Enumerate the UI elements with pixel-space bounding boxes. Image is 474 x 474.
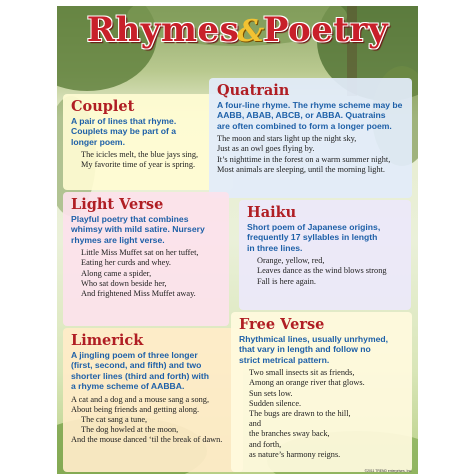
definition-line: longer poem. (71, 136, 125, 147)
free-verse-heading: Free Verse (239, 316, 325, 333)
definition-line: AABB, ABAB, ABCB, or ABBA. Quatrains (217, 110, 386, 121)
poem-line: The moon and stars light up the night sky, (217, 134, 357, 144)
poem-line: Sun sets low. (249, 388, 293, 398)
definition-line: frequently 17 syllables in length (247, 232, 378, 243)
definition-line: a rhyme scheme of AABBA. (71, 381, 185, 392)
quatrain-poem (217, 134, 406, 175)
quatrain-definition (217, 100, 406, 131)
haiku-heading: Haiku (247, 204, 297, 221)
quatrain-heading: Quatrain (217, 82, 290, 99)
copyright-notice: ©2011 TREND enterprises, Inc. (364, 469, 412, 473)
poem-line: Just as an owl goes flying by. (217, 144, 315, 154)
haiku-section (239, 200, 411, 310)
poem-line: and (249, 419, 261, 429)
definition-line: Couplets may be part of a (71, 126, 177, 137)
definition-line: Playful poetry that combines (71, 214, 189, 224)
definition-line: shorter lines (third and forth) with (71, 370, 209, 381)
couplet-section (63, 94, 233, 190)
poster-title (57, 10, 418, 52)
poem-line: And frightened Miss Muffet away. (81, 289, 196, 299)
free-verse-definition (239, 334, 406, 365)
poem-line: Among an orange river that glows. (249, 378, 365, 388)
free-verse-poem (239, 368, 406, 460)
definition-line: Short poem of Japanese origins, (247, 222, 381, 232)
limerick-section (63, 328, 243, 472)
limerick-poem (71, 395, 237, 446)
poem-line: Leaves dance as the wind blows strong (257, 266, 387, 276)
light-verse-poem (71, 248, 223, 299)
couplet-definition (71, 116, 227, 147)
limerick-heading: Limerick (71, 332, 144, 349)
poem-line: Two small insects sit as friends, (249, 368, 355, 378)
poem-line: And the mouse danced ‘til the break of dawn. (71, 435, 223, 445)
limerick-definition (71, 350, 237, 392)
poem-line: The icicles melt, the blue jays sing, (81, 150, 199, 160)
poem-line: Who sat down beside her, (81, 278, 167, 288)
definition-line: are often combined to form a longer poem. (217, 120, 392, 131)
poem-line: Eating her curds and whey. (81, 258, 172, 268)
haiku-poem (247, 256, 405, 287)
poem-line: The cat sang a tune, (81, 415, 148, 425)
quatrain-section (209, 78, 412, 198)
couplet-poem (71, 150, 227, 170)
light-verse-section (63, 192, 229, 326)
definition-line: rhymes are light verse. (71, 234, 165, 245)
poem-line: Orange, yellow, red, (257, 256, 325, 266)
haiku-definition (247, 222, 405, 253)
free-verse-section (231, 312, 412, 472)
light-verse-definition (71, 214, 223, 245)
title-ampersand: & (237, 14, 265, 49)
definition-line: A jingling poem of three longer (71, 350, 198, 360)
poem-line: Sudden silence. (249, 398, 302, 408)
light-verse-heading: Light Verse (71, 196, 164, 213)
poem-line: It’s nighttime in the forest on a warm summer night, (217, 154, 391, 164)
poem-line: My favorite time of year is spring. (81, 160, 196, 170)
poem-line: Most animals are sleeping, until the morning light. (217, 164, 385, 174)
poem-line: The bugs are drawn to the hill, (249, 409, 351, 419)
title-rhymes: Rhymes (86, 10, 240, 50)
poetry-poster (57, 6, 418, 474)
definition-line: that vary in length and follow no (239, 344, 371, 355)
definition-line: whimsy with mild satire. Nursery (71, 224, 205, 235)
definition-line: (first, second, and fifth) and two (71, 360, 202, 371)
definition-line: in three lines. (247, 242, 303, 253)
poem-line: Fall is here again. (257, 276, 316, 286)
couplet-heading: Couplet (71, 98, 135, 115)
definition-line: A four-line rhyme. The rhyme scheme may be (217, 100, 403, 110)
poem-line: A cat and a dog and a mouse sang a song, (71, 394, 210, 404)
poem-line: The dog howled at the moon, (81, 425, 179, 435)
definition-line: strict metrical pattern. (239, 354, 330, 365)
poem-line: About being friends and getting along. (71, 404, 200, 414)
poem-line: the branches sway back, (249, 429, 330, 439)
poem-line: Little Miss Muffet sat on her tuffet, (81, 248, 199, 258)
poem-line: Along came a spider, (81, 268, 152, 278)
definition-line: Rhythmical lines, usually unrhymed, (239, 334, 388, 344)
definition-line: A pair of lines that rhyme. (71, 116, 177, 126)
poem-line: as nature’s harmony reigns. (249, 449, 341, 459)
title-poetry: Poetry (262, 10, 389, 50)
poem-line: and forth, (249, 439, 282, 449)
